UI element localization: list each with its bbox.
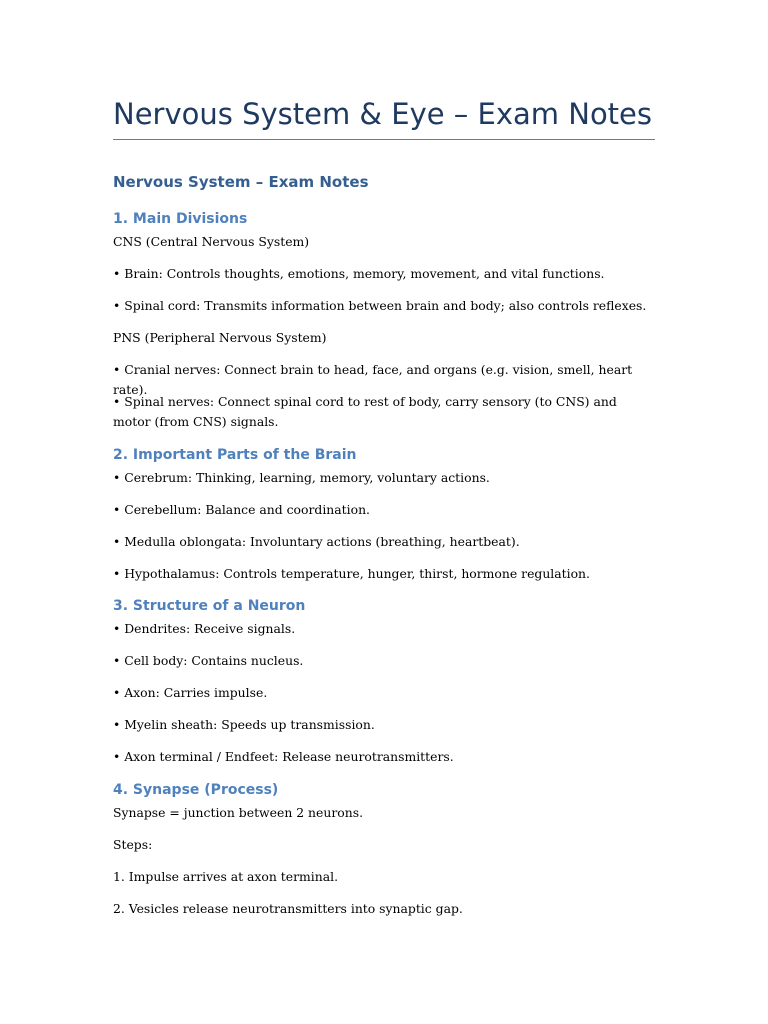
document-title: Nervous System & Eye – Exam Notes [113, 97, 653, 131]
bullet-spinal-cord: • Spinal cord: Transmits information between brain and body; also controls reflexes. [113, 298, 647, 313]
step-1: 1. Impulse arrives at axon terminal. [113, 869, 339, 884]
subheading-brain-parts: 2. Important Parts of the Brain [113, 447, 357, 463]
bullet-medulla: • Medulla oblongata: Involuntary actions (breathing, heartbeat). [113, 534, 520, 549]
paragraph-pns: PNS (Peripheral Nervous System) [113, 330, 327, 345]
bullet-spinal-nerves: • Spinal nerves: Connect spinal cord to rest of body, carry sensory (to CNS) and motor (from CNS) signals. [113, 394, 617, 429]
subheading-main-divisions: 1. Main Divisions [113, 211, 248, 227]
paragraph-synapse-definition: Synapse = junction between 2 neurons. [113, 805, 364, 820]
bullet-brain: • Brain: Controls thoughts, emotions, memory, movement, and vital functions. [113, 266, 605, 281]
bullet-axon-terminal: • Axon terminal / Endfeet: Release neurotransmitters. [113, 749, 454, 764]
bullet-cell-body: • Cell body: Contains nucleus. [113, 653, 304, 668]
bullet-myelin-sheath: • Myelin sheath: Speeds up transmission. [113, 717, 375, 732]
step-2: 2. Vesicles release neurotransmitters into synaptic gap. [113, 901, 463, 916]
paragraph-cns: CNS (Central Nervous System) [113, 234, 310, 249]
bullet-cerebrum: • Cerebrum: Thinking, learning, memory, voluntary actions. [113, 470, 490, 485]
bullet-axon: • Axon: Carries impulse. [113, 685, 268, 700]
bullet-cranial-nerves: • Cranial nerves: Connect brain to head, face, and organs (e.g. vision, smell, heart rate). [113, 362, 633, 397]
bullet-cerebellum: • Cerebellum: Balance and coordination. [113, 502, 370, 517]
section-heading: Nervous System – Exam Notes [113, 173, 369, 191]
paragraph-steps-label: Steps: [113, 837, 153, 852]
bullet-dendrites: • Dendrites: Receive signals. [113, 621, 296, 636]
bullet-hypothalamus: • Hypothalamus: Controls temperature, hunger, thirst, hormone regulation. [113, 566, 590, 581]
subheading-neuron-structure: 3. Structure of a Neuron [113, 598, 306, 614]
title-underline [113, 139, 655, 140]
subheading-synapse: 4. Synapse (Process) [113, 782, 279, 798]
